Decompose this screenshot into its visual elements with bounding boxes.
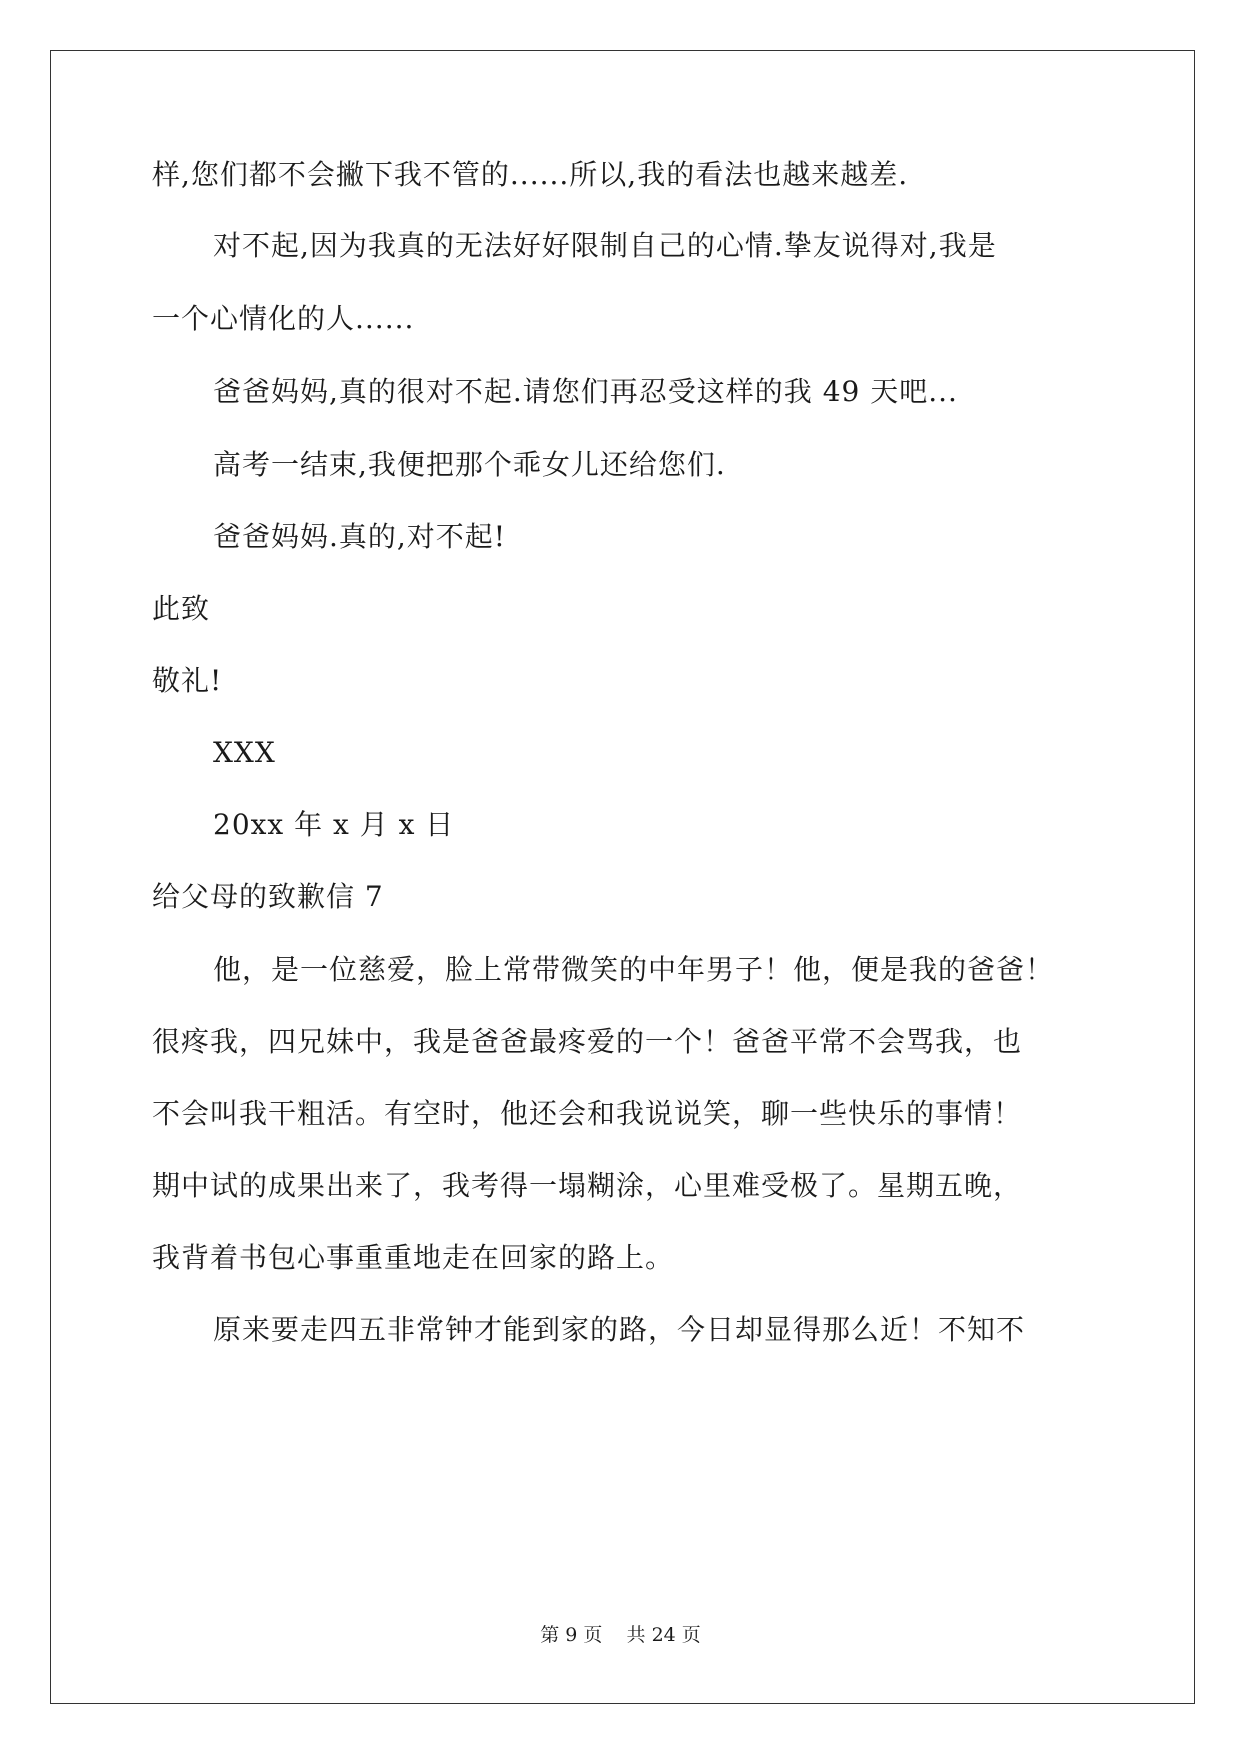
body-line: 对不起,因为我真的无法好好限制自己的心情.挚友说得对,我是 [213,229,997,262]
body-line: 一个心情化的人...... [152,302,415,335]
closing-salutation: 此致 [152,592,211,625]
body-line: 我背着书包心事重重地走在回家的路上。 [152,1241,675,1274]
page-border [50,50,1195,1704]
body-line: 很疼我，四兄妹中，我是爸爸最疼爱的一个！爸爸平常不会骂我，也 [152,1025,1023,1058]
closing-regards: 敬礼! [152,664,223,697]
date-line: 20xx 年 x 月 x 日 [213,808,455,841]
signature: XXX [213,736,276,769]
body-line: 期中试的成果出来了，我考得一塌糊涂，心里难受极了。星期五晚， [152,1169,1023,1202]
section-title: 给父母的致歉信 7 [152,880,384,913]
body-line: 不会叫我干粗活。有空时，他还会和我说说笑，聊一些快乐的事情！ [152,1097,1023,1130]
page-number-footer: 第 9 页 共 24 页 [540,1624,701,1646]
body-line: 爸爸妈妈,真的很对不起.请您们再忍受这样的我 49 天吧... [213,375,958,408]
body-line: 爸爸妈妈.真的,对不起! [213,520,507,553]
body-line: 高考一结束,我便把那个乖女儿还给您们. [213,448,726,481]
body-line: 他，是一位慈爱，脸上常带微笑的中年男子！他，便是我的爸爸！ [213,953,1055,986]
body-line: 原来要走四五非常钟才能到家的路，今日却显得那么近！不知不 [213,1313,1026,1346]
body-line: 样,您们都不会撇下我不管的......所以,我的看法也越来越差. [152,158,909,191]
